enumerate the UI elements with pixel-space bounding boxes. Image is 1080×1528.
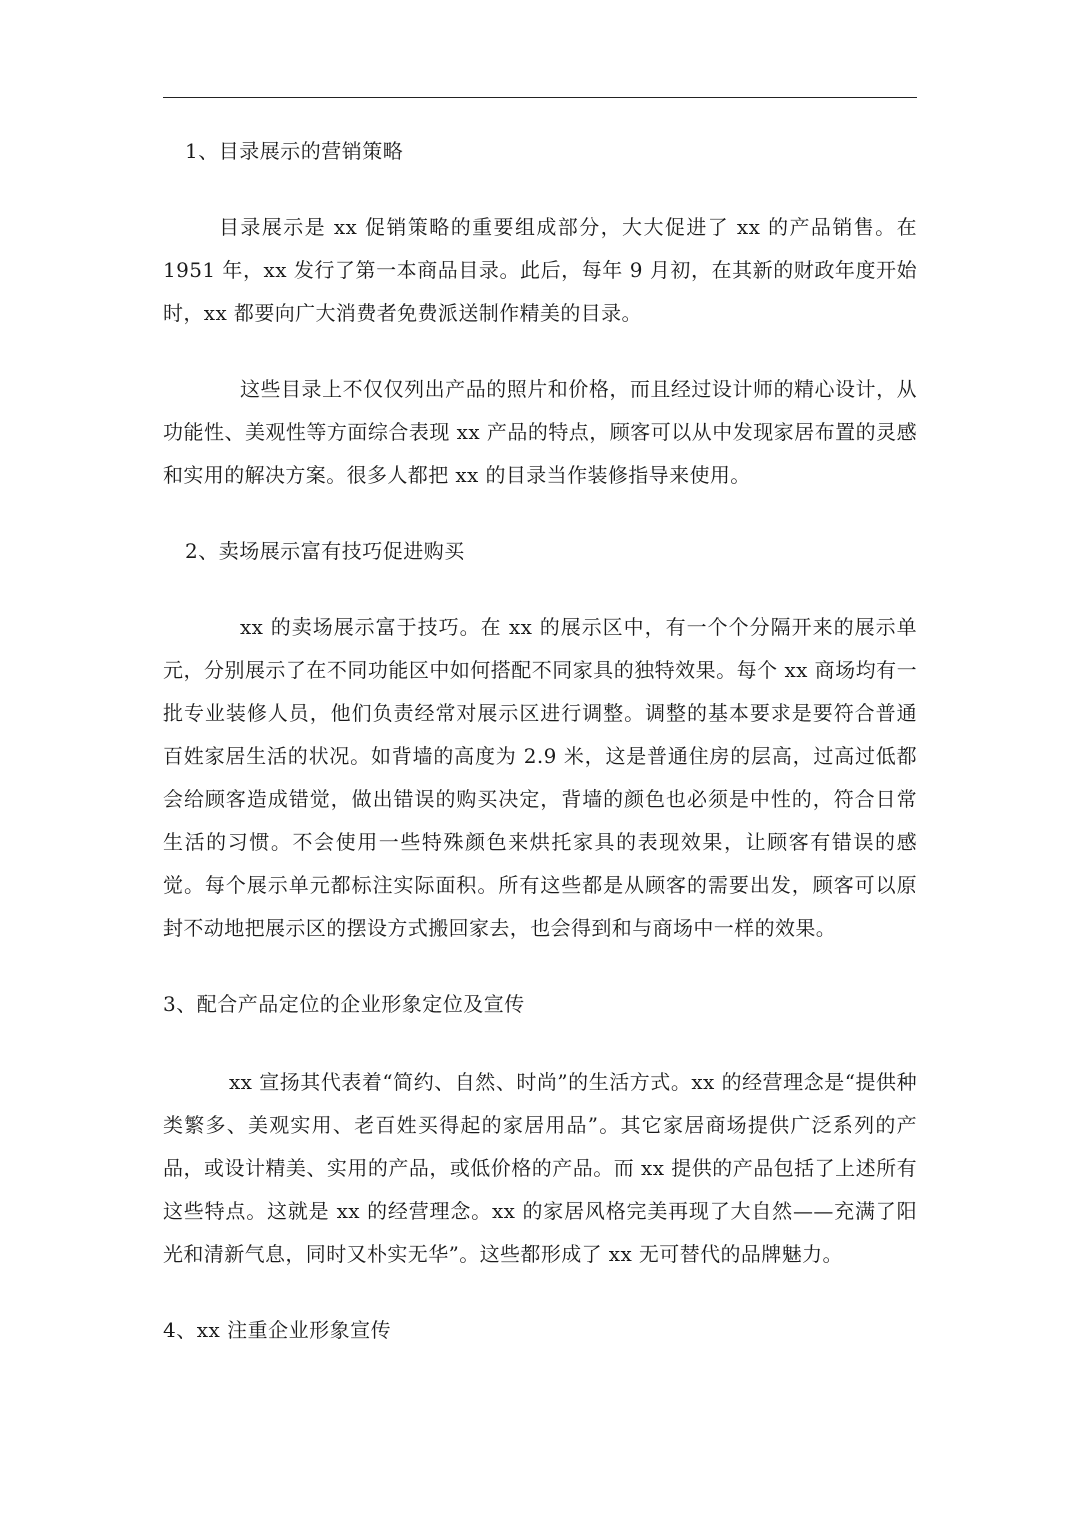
- section-heading-3: 3、配合产品定位的企业形象定位及宣传: [163, 992, 525, 1016]
- document-body: [163, 130, 917, 1352]
- section-heading-1: 1、目录展示的营销策略: [185, 139, 404, 163]
- header-divider: [163, 97, 917, 98]
- section-2-paragraph-1: xx 的卖场展示富于技巧。在 xx 的展示区中，有一个个分隔开来的展示单元，分别展示了在不同功能区中如何搭配不同家具的独特效果。每个 xx 商场均有一批专业装修人员，他们负责经常对展示区进行调整。调整的基本要求是要符合普通百姓家居生活的状况。如背墙的高度为 2.9 米，这是普通住房的层高，过高过低都会给顾客造成错觉，做出错误的购买决定，背墙的颜色也必须是中性的，符合日常生活的习惯。不会使用一些特殊颜色来烘托家具的表现效果，让顾客有错误的感觉。每个展示单元都标注实际面积。所有这些都是从顾客的需要出发，顾客可以原封不动地把展示区的摆设方式搬回家去，也会得到和与商场中一样的效果。: [163, 615, 917, 940]
- section-heading-2: 2、卖场展示富有技巧促进购买: [185, 539, 465, 563]
- section-heading-4: 4、xx 注重企业形象宣传: [163, 1318, 392, 1342]
- section-1-paragraph-2: 这些目录上不仅仅列出产品的照片和价格，而且经过设计师的精心设计，从功能性、美观性等方面综合表现 xx 产品的特点，顾客可以从中发现家居布置的灵感和实用的解决方案。很多人都把 xx 的目录当作装修指导来使用。: [163, 377, 917, 487]
- section-3-paragraph-1: xx 宣扬其代表着“简约、自然、时尚”的生活方式。xx 的经营理念是“提供种类繁多、美观实用、老百姓买得起的家居用品”。其它家居商场提供广泛系列的产品，或设计精美、实用的产品，或低价格的产品。而 xx 提供的产品包括了上述所有这些特点。这就是 xx 的经营理念。xx 的家居风格完美再现了大自然——充满了阳光和清新气息，同时又朴实无华”。这些都形成了 xx 无可替代的品牌魅力。: [163, 1070, 917, 1266]
- section-1-paragraph-1: 目录展示是 xx 促销策略的重要组成部分，大大促进了 xx 的产品销售。在 1951 年，xx 发行了第一本商品目录。此后，每年 9 月初，在其新的财政年度开始时，xx 都要向广大消费者免费派送制作精美的目录。: [163, 215, 917, 325]
